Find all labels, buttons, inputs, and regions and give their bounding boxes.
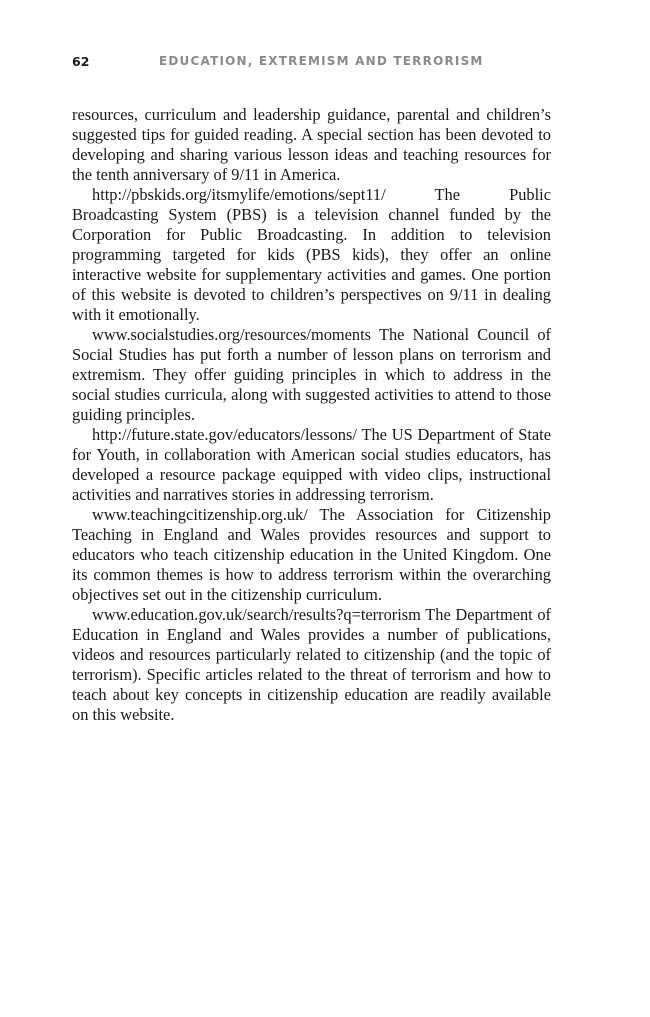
paragraph-text: The Department of Education in England and Wales provides a number of publications, videos and resources particularly related to citizenship (and the topic of terrorism). Specific articles related to the threat of terrorism and how to teach about key concepts in citizenship education are readily available on this website.: [72, 605, 551, 724]
paragraph-continuation: [72, 105, 551, 185]
paragraph-teaching-citizenship: [72, 505, 551, 605]
page-number: 62: [72, 54, 90, 69]
paragraph-text: The US Department of State for Youth, in collaboration with American social studies educators, has developed a resource package equipped with video clips, instructional activities and narratives stories in addressing terrorism.: [72, 425, 551, 504]
resource-url: www.socialstudies.org/resources/moments: [92, 325, 372, 344]
running-head: [72, 54, 552, 72]
paragraph-text: The Public Broadcasting System (PBS) is a television channel funded by the Corporation for Public Broadcasting. In addition to television programming targeted for kids (PBS kids), they offer an online interactive website for supplementary activities and games. One portion of this website is devoted to children’s perspectives on 9/11 in dealing with it emotionally.: [72, 185, 551, 324]
paragraph-social-studies: [72, 325, 551, 425]
resource-url: http://future.state.gov/educators/lessons/: [92, 425, 357, 444]
body-text: [72, 105, 551, 725]
resource-url: http://pbskids.org/itsmylife/emotions/sept11/: [92, 185, 386, 204]
paragraph-education-gov: [72, 605, 551, 725]
paragraph-text: The Association for Citizenship Teaching in England and Wales provides resources and support to educators who teach citizenship education in the United Kingdom. One its common themes is how to address terrorism within the overarching objectives set out in the citizenship curriculum.: [72, 505, 551, 604]
paragraph-text: The National Council of Social Studies has put forth a number of lesson plans on terrorism and extremism. They offer guiding principles in which to address in the social studies curricula, along with suggested activities to attend to those guiding principles.: [72, 325, 551, 424]
running-title: EDUCATION, EXTREMISM AND TERRORISM: [159, 54, 484, 68]
resource-url: www.education.gov.uk/search/results?q=terrorism: [92, 605, 421, 624]
paragraph-text: resources, curriculum and leadership guidance, parental and children’s suggested tips for guided reading. A special section has been devoted to developing and sharing various lesson ideas and teaching resources for the tenth anniversary of 9/11 in America.: [72, 105, 551, 184]
resource-url: www.teachingcitizenship.org.uk/: [92, 505, 308, 524]
paragraph-state-gov: [72, 425, 551, 505]
paragraph-pbs-kids: [72, 185, 551, 325]
